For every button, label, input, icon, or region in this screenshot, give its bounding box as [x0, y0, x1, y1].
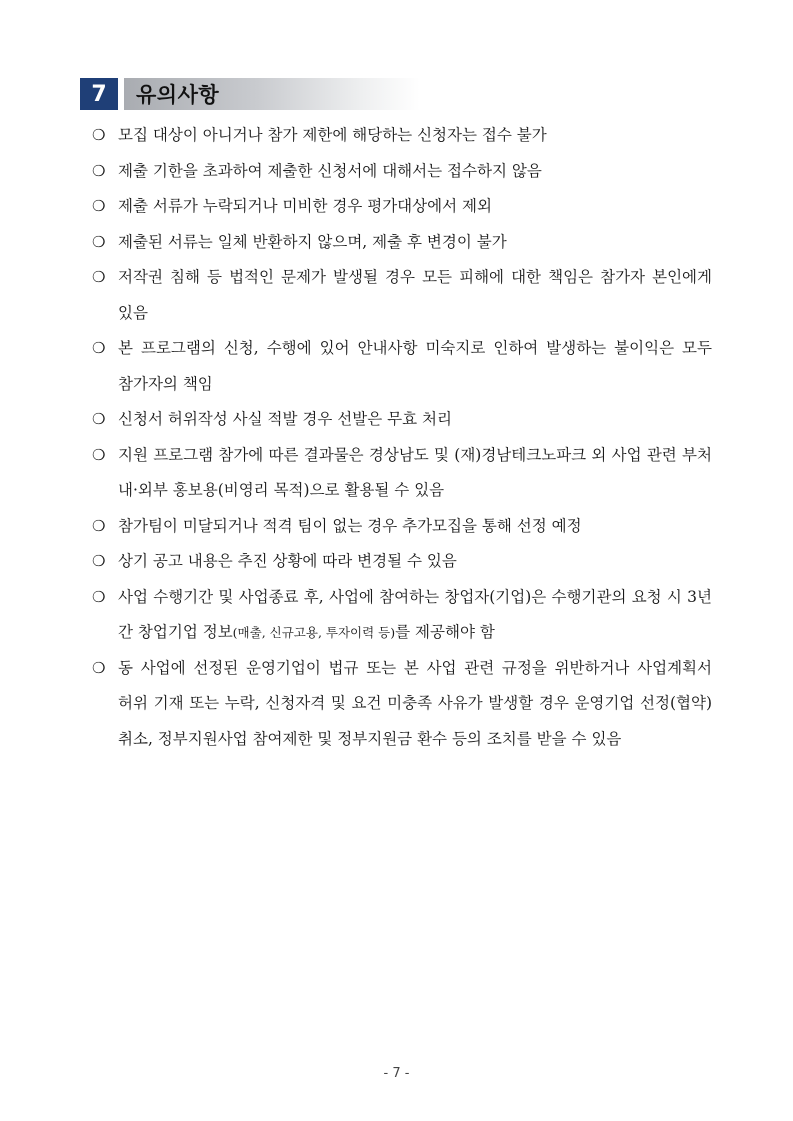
- notice-text: 본 프로그램의 신청, 수행에 있어 안내사항 미숙지로 인하여 발생하는 불이익은 모두 참가자의 책임: [118, 339, 712, 393]
- circle-bullet-icon: ❍: [92, 232, 106, 251]
- notice-item: [92, 580, 712, 651]
- circle-bullet-icon: ❍: [92, 410, 106, 428]
- circle-bullet-icon: ❍: [92, 587, 106, 606]
- circle-bullet-icon: ❍: [92, 268, 106, 286]
- circle-bullet-icon: ❍: [92, 552, 106, 570]
- notice-item: [92, 189, 712, 225]
- circle-bullet-icon: ❍: [92, 516, 106, 535]
- section-number-badge: 7: [80, 78, 118, 110]
- notice-item: [92, 651, 712, 758]
- notice-item: [92, 438, 712, 509]
- notice-item: [92, 118, 712, 154]
- notice-item: [92, 544, 712, 580]
- notice-list: [92, 118, 712, 757]
- notice-text: 참가팀이 미달되거나 적격 팀이 없는 경우 추가모집을 통해 선정 예정: [118, 516, 582, 535]
- circle-bullet-icon: ❍: [92, 126, 106, 144]
- page-number: - 7 -: [383, 1066, 410, 1081]
- circle-bullet-icon: ❍: [92, 339, 106, 357]
- section-header: [80, 78, 420, 110]
- section-title-bar: [124, 78, 420, 110]
- notice-item: [92, 260, 712, 331]
- circle-bullet-icon: ❍: [92, 197, 106, 215]
- notice-text: 모집 대상이 아니거나 참가 제한에 해당하는 신청자는 접수 불가: [118, 126, 547, 144]
- circle-bullet-icon: ❍: [92, 445, 106, 464]
- circle-bullet-icon: ❍: [92, 658, 106, 677]
- notice-text: 지원 프로그램 참가에 따른 결과물은 경상남도 및 (재)경남테크노파크 외 사업 관련 부처 내·외부 홍보용(비영리 목적)으로 활용될 수 있음: [118, 445, 712, 499]
- notice-text: 제출 서류가 누락되거나 미비한 경우 평가대상에서 제외: [118, 197, 492, 215]
- notice-text: 동 사업에 선정된 운영기업이 법규 또는 본 사업 관련 규정을 위반하거나 사업계획서 허위 기재 또는 누락, 신청자격 및 요건 미충족 사유가 발생할 경우 운영기업 선정(협약)취소, 정부지원사업 참여제한 및 정부지원금 환수 등의 조치를 받을 수 있음: [118, 658, 712, 748]
- notice-text-small: (매출, 신규고용, 투자이력 등): [232, 625, 396, 640]
- notice-text-part: 사업 수행기간 및 사업종료 후, 사업에 참여하는 창업자(기업)은 수행기관의 요청 시 3년 간 창업기업 정보: [118, 587, 712, 641]
- notice-text: 신청서 허위작성 사실 적발 경우 선발은 무효 처리: [118, 410, 452, 428]
- notice-item: [92, 402, 712, 438]
- notice-text: 저작권 침해 등 법적인 문제가 발생될 경우 모든 피해에 대한 책임은 참가자 본인에게 있음: [118, 268, 712, 322]
- notice-item: [92, 154, 712, 190]
- notice-text-part: 를 제공해야 함: [395, 623, 495, 641]
- section-title: 유의사항: [136, 83, 220, 107]
- notice-item: [92, 331, 712, 402]
- notice-text: 상기 공고 내용은 추진 상황에 따라 변경될 수 있음: [118, 552, 457, 570]
- circle-bullet-icon: ❍: [92, 161, 106, 180]
- notice-text: 제출된 서류는 일체 반환하지 않으며, 제출 후 변경이 불가: [118, 232, 507, 251]
- notice-item: [92, 225, 712, 261]
- notice-item: [92, 509, 712, 545]
- notice-text: 제출 기한을 초과하여 제출한 신청서에 대해서는 접수하지 않음: [118, 161, 542, 180]
